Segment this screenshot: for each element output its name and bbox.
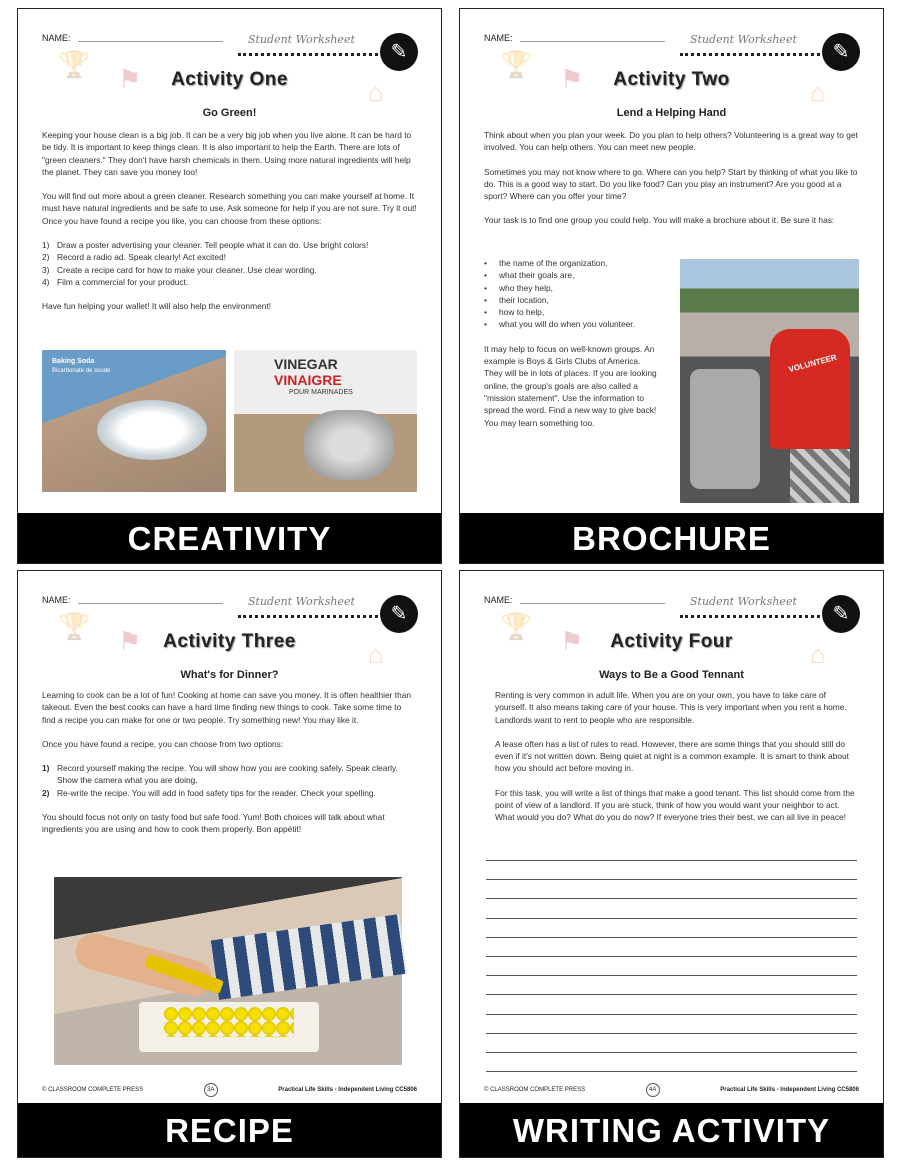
volunteers-photo: VOLUNTEER (680, 259, 859, 503)
student-worksheet-label: Student Worksheet (248, 33, 355, 46)
list-item: 1) Draw a poster advertising your cleaner. Tell people what it can do. Use bright colors! (42, 240, 369, 251)
name-label: NAME: (484, 33, 513, 43)
body-text (495, 689, 859, 836)
series-label: Practical Life Skills - Independent Living CC5806 (720, 1087, 859, 1093)
name-label: NAME: (42, 33, 71, 43)
bullet-list (484, 257, 658, 331)
writing-line[interactable] (486, 898, 857, 899)
worksheet-activity-one (17, 8, 442, 564)
trophy-icon: 🏆 (500, 49, 533, 79)
list-item: • how to help, (484, 307, 545, 318)
student-worksheet-label: Student Worksheet (690, 595, 797, 608)
list-item: • who they help, (484, 282, 554, 293)
paragraph: It may help to focus on well-known groups. An example is Boys & Girls Clubs of America. They will be in lots of places. If you are looking online, the group's goals are also called a "mission statement". Use the information to spread the word. Find a new way to give back! You may learn something too. (484, 343, 657, 428)
banner-label: CREATIVITY (18, 513, 441, 563)
page-subtitle: What's for Dinner? (180, 669, 279, 681)
paragraph: You should focus not only on tasty food but safe food. Yum! Both choices will talk about what ingredients you are using and how to cook them properly. Bon appétit! (42, 812, 385, 835)
page-subtitle: Lend a Helping Hand (616, 107, 727, 119)
pencil-icon: ✎ (822, 33, 860, 71)
list-item: 3) Create a recipe card for how to make your cleaner. Use clear wording. (42, 264, 317, 275)
name-line (78, 41, 223, 42)
writing-line[interactable] (486, 1014, 857, 1015)
banner-label: RECIPE (18, 1103, 441, 1157)
pencil-icon: ✎ (380, 33, 418, 71)
name-line (78, 603, 223, 604)
house-icon: ⌂ (368, 77, 384, 107)
page-number: 4A (646, 1083, 660, 1097)
list-item: • their location, (484, 294, 549, 305)
baking-soda-photo: Baking Soda Bicarbonate de soude (42, 350, 226, 492)
page-subtitle: Ways to Be a Good Tennant (599, 669, 744, 681)
house-icon: ⌂ (810, 77, 826, 107)
pencil-icon: ✎ (380, 595, 418, 633)
series-label: Practical Life Skills - Independent Living CC5806 (278, 1087, 417, 1093)
writing-line[interactable] (486, 860, 857, 861)
student-worksheet-label: Student Worksheet (248, 595, 355, 608)
student-worksheet-label: Student Worksheet (690, 33, 797, 46)
trophy-icon: 🏆 (500, 611, 533, 641)
list-item: • the name of the organization, (484, 258, 608, 268)
paragraph: A lease often has a list of rules to read. However, there are some things that you should still do even if it's not written down. Being quiet at night is a common example. It is smart to think about how you should act before moving in. (495, 738, 849, 774)
bullet-column (484, 257, 658, 441)
body-text (484, 129, 859, 239)
publisher-logo: © CLASSROOM COMPLETE PRESS (42, 1087, 144, 1093)
paragraph: Keeping your house clean is a big job. It can be a very big job when you live alone. It can be hard to be tidy. It is important to keep things clean. It is also important to help the Earth. There are lots of "green cleaners." They don't have harsh chemicals in them. Using more natural ingredients will help the planet. They can save you money too! (42, 130, 412, 177)
flag-icon: ⚑ (118, 64, 142, 94)
page-number: 3A (204, 1083, 218, 1097)
body-text (42, 129, 417, 325)
list-item: • what their goals are, (484, 270, 575, 281)
page-title: Activity One (171, 69, 288, 90)
writing-line[interactable] (486, 994, 857, 995)
dotted-divider (680, 615, 820, 618)
vinegar-photo: VINEGAR VINAIGRE POUR MARINADES (234, 350, 417, 492)
cooking-photo (54, 877, 402, 1065)
writing-line[interactable] (486, 918, 857, 919)
page-subtitle: Go Green! (202, 107, 257, 119)
page-title: Activity Four (610, 631, 733, 652)
trophy-icon: 🏆 (58, 49, 91, 79)
list-item: 4) Film a commercial for your product. (42, 276, 189, 287)
flag-icon: ⚑ (560, 626, 584, 656)
worksheet-activity-two (459, 8, 884, 564)
options-list (42, 762, 417, 799)
paragraph: You will find out more about a green cleaner. Research something you can make yourself at home. It must have natural ingredients and be safe to use. Ask someone for help if you are not sure. Try it out! Once you have found a recipe you like, you can choose from these options: (42, 191, 417, 226)
paragraph: Learning to cook can be a lot of fun! Cooking at home can save you money. It is often healthier than takeout. Even the best cooks can have a hard time finding new things to cook. Take some time to find a recipe you can make for one or two people. Try something new! You may like it. (42, 690, 412, 725)
paragraph: Once you have found a recipe, you can choose from two options: (42, 738, 284, 749)
list-item: 2) Re-write the recipe. You will add in food safety tips for the reader. Check your spelling. (42, 787, 376, 798)
paragraph: Have fun helping your wallet! It will also help the environment! (42, 301, 272, 312)
list-item: 2) Record a radio ad. Speak clearly! Act excited! (42, 252, 226, 263)
worksheet-activity-three (17, 570, 442, 1158)
house-icon: ⌂ (810, 639, 826, 669)
body-text (42, 689, 417, 848)
writing-line[interactable] (486, 956, 857, 957)
flag-icon: ⚑ (118, 626, 142, 656)
page-title: Activity Two (613, 69, 730, 90)
page-footer (484, 1083, 859, 1097)
banner-label: BROCHURE (460, 513, 883, 563)
publisher-logo: © CLASSROOM COMPLETE PRESS (484, 1087, 586, 1093)
paragraph: Renting is very common in adult life. When you are on your own, you have to take care of yourself. It also means taking care of your house. This is very important when you rent a home. Landlords want to rent to people who are responsible. (495, 690, 847, 725)
name-line (520, 603, 665, 604)
options-list (42, 239, 417, 288)
worksheet-activity-four (459, 570, 884, 1158)
house-icon: ⌂ (368, 639, 384, 669)
writing-line[interactable] (486, 879, 857, 880)
paragraph: Sometimes you may not know where to go. Where can you help? Start by thinking of what you like to do. This is a good way to start. Do you like food? Can you play an instrument? Are you good at a sport? Where can you offer your time? (484, 166, 858, 202)
banner-label: WRITING ACTIVITY (460, 1103, 883, 1157)
page-title: Activity Three (163, 631, 296, 652)
list-item: 1) Record yourself making the recipe. You will show how you are cooking safely. Speak clearly. Show the camera what you are doing. (42, 763, 398, 786)
writing-line[interactable] (486, 1052, 857, 1053)
dotted-divider (238, 53, 378, 56)
writing-line[interactable] (486, 975, 857, 976)
pencil-icon: ✎ (822, 595, 860, 633)
name-label: NAME: (484, 595, 513, 605)
writing-line[interactable] (486, 1033, 857, 1034)
flag-icon: ⚑ (560, 64, 584, 94)
paragraph: For this task, you will write a list of things that make a good tenant. This list should come from the point of view of a landlord. If you are stuck, think of how you would want your neighbor to act. What would you do? What do you do now? If everyone tries their best, we can all live in peace! (495, 787, 855, 823)
page-footer (42, 1083, 417, 1097)
list-item: • what you will do when you volunteer. (484, 319, 635, 330)
paragraph: Your task is to find one group you could help. You will make a brochure about it. Be sure it has: (484, 215, 835, 226)
dotted-divider (680, 53, 820, 56)
paragraph: Think about when you plan your week. Do you plan to help others? Volunteering is a great way to get involved. You can help others. You can meet new people. (484, 130, 858, 153)
name-line (520, 41, 665, 42)
writing-line[interactable] (486, 937, 857, 938)
trophy-icon: 🏆 (58, 611, 91, 641)
dotted-divider (238, 615, 378, 618)
writing-line[interactable] (486, 1071, 857, 1072)
name-label: NAME: (42, 595, 71, 605)
